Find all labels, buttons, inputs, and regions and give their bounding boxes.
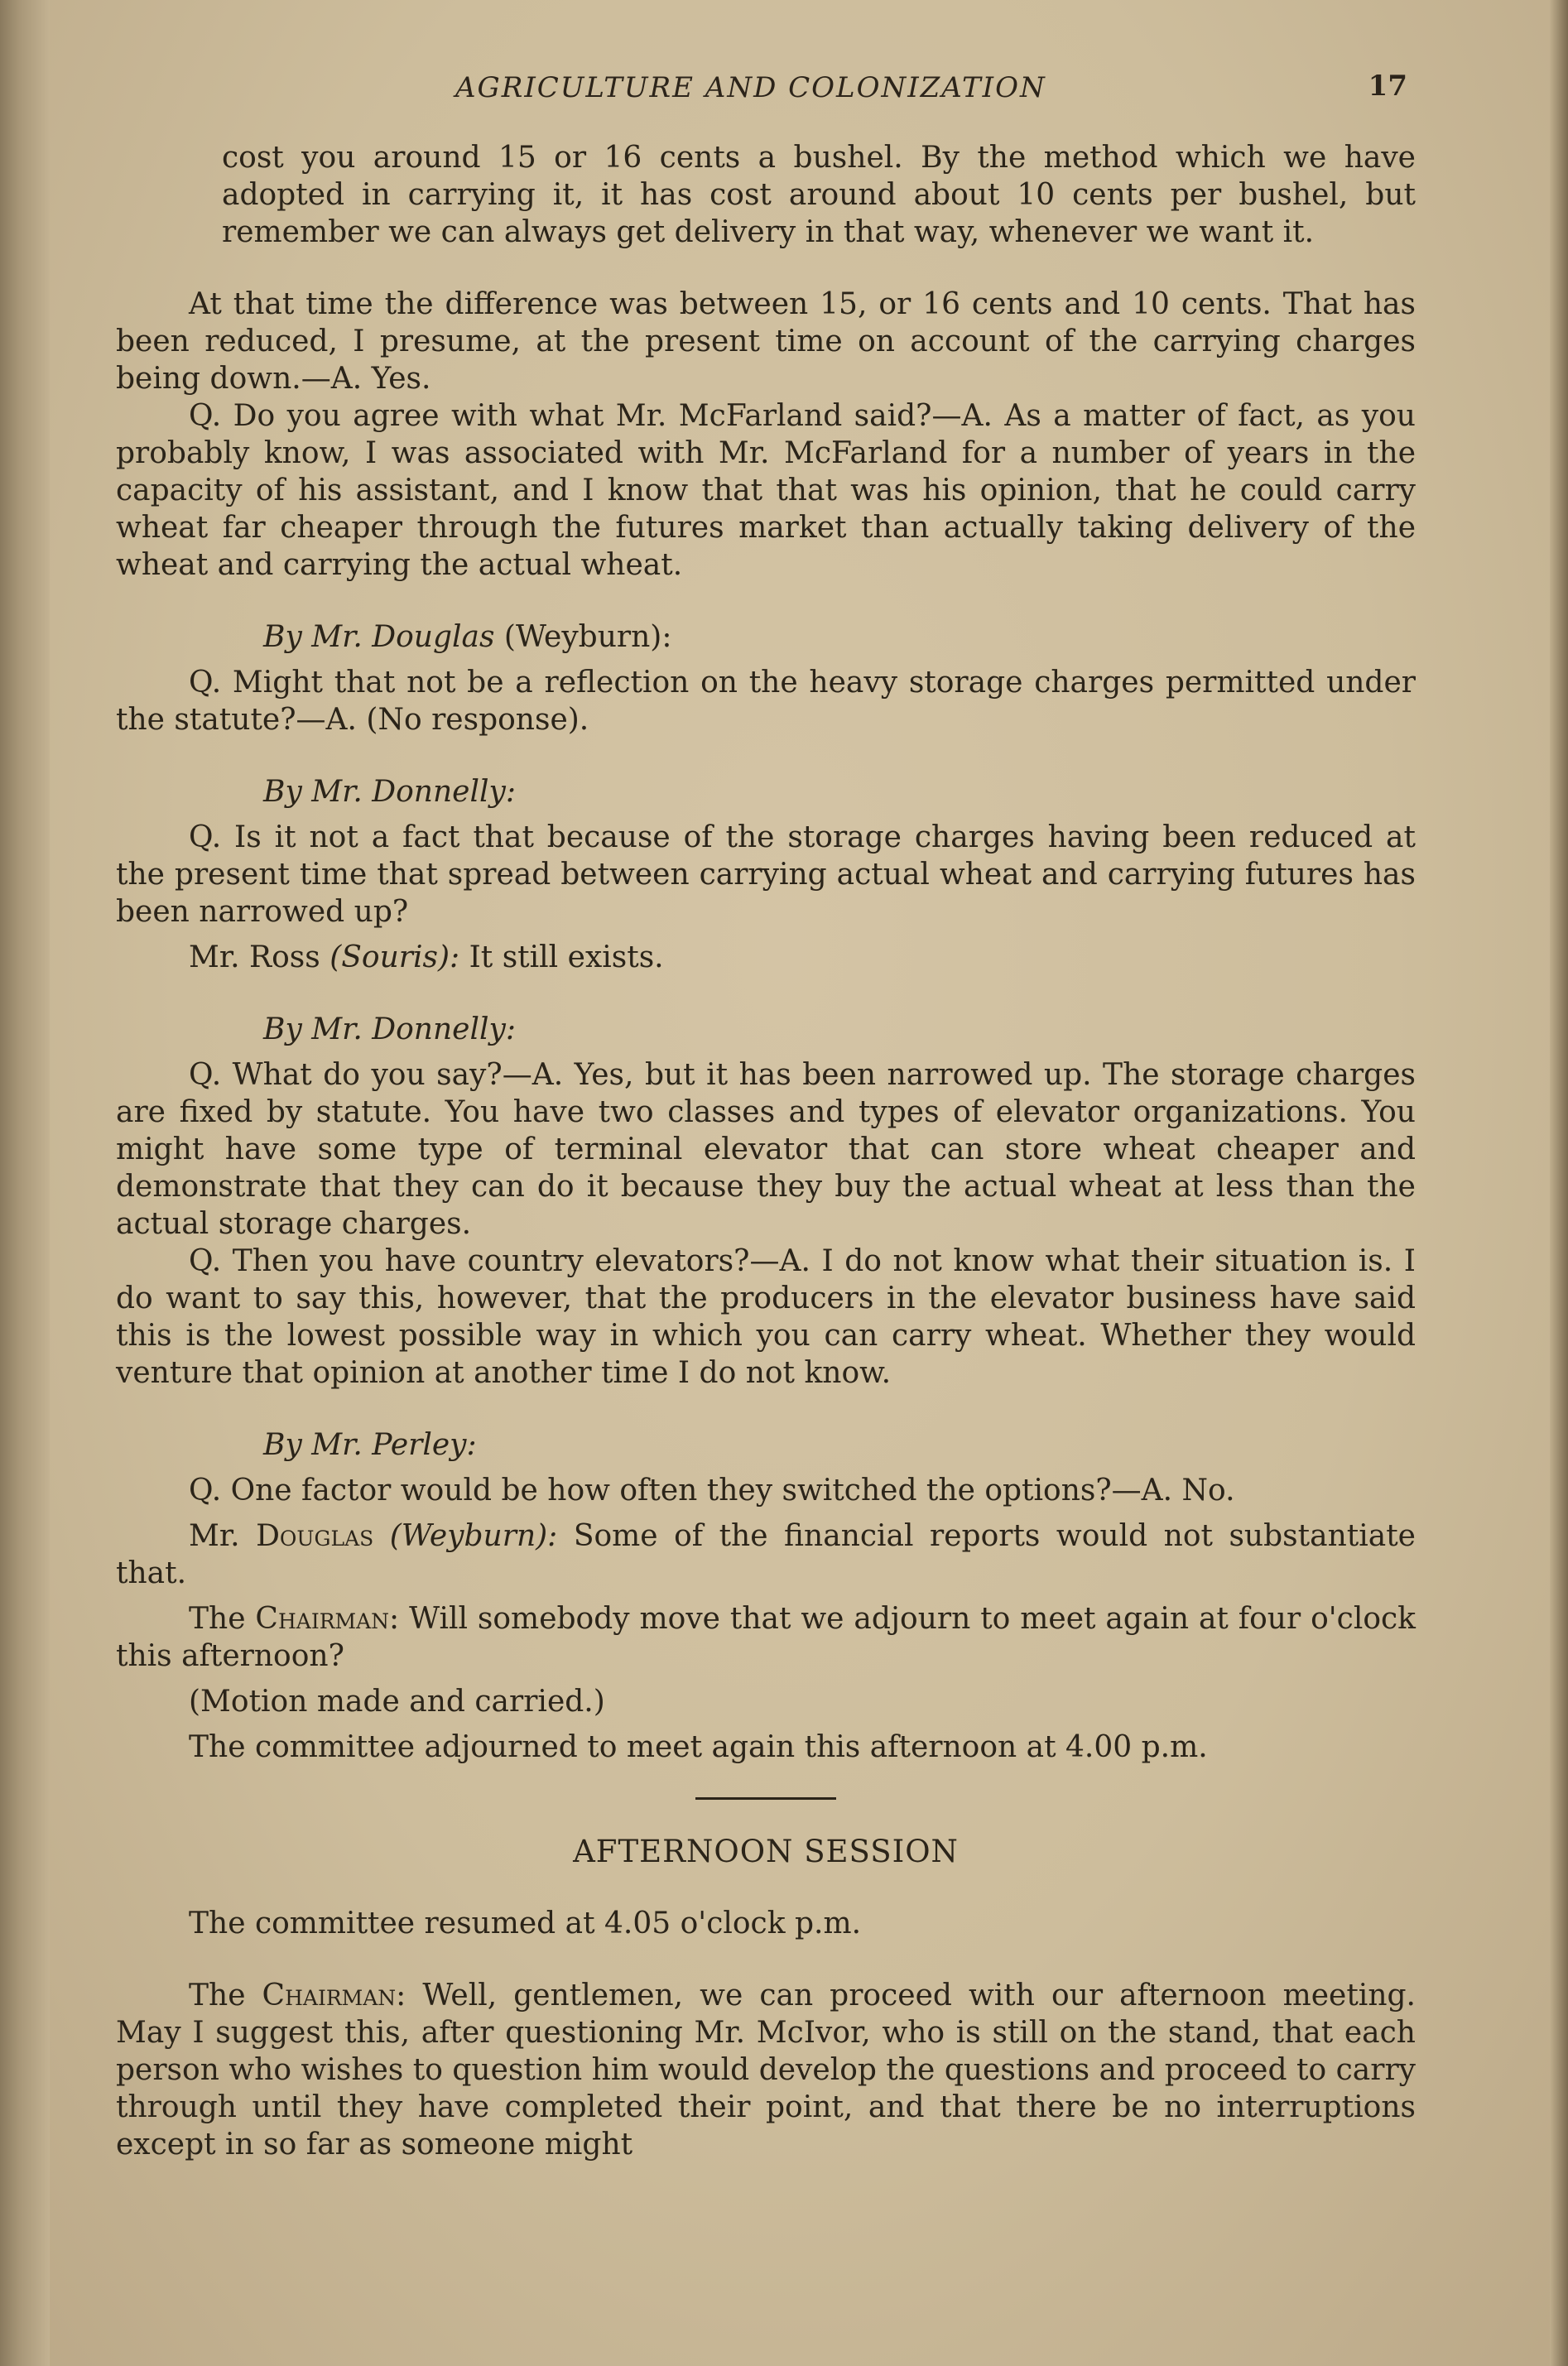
speaker-riding: (Weyburn): [389,1519,558,1553]
questioner-heading: By Mr. Perley: [263,1428,477,1462]
paragraph: Q. Then you have country elevators?—A. I do not know what their situation is. I do want to say this, however, that the producers in the elevator business have said this is the lowest possible way in which you can carry wheat. Whether they would venture that opinion at another time I do not know. [116,1244,1416,1390]
paragraph: (Motion made and carried.) [189,1685,605,1719]
questioner-heading [263,618,1416,656]
section-divider [695,1797,836,1800]
speaker-prefix: The [189,1979,262,2013]
speaker-text: It still exists. [469,940,664,974]
speaker-text: Will somebody move that we adjourn to meet again at four o'clock this afternoon? [116,1602,1416,1673]
paragraph [116,1600,1416,1675]
paragraph: The committee resumed at 4.05 o'clock p.m. [189,1907,862,1940]
speaker-text: Some of the financial reports would not substantiate that. [116,1519,1416,1590]
questioner-riding: (Weyburn): [503,620,672,654]
paragraph [116,1517,1416,1592]
speaker-prefix: The [189,1602,256,1636]
speaker-name: Mr. Ross [189,940,320,974]
page-body [116,139,1416,2163]
running-head: AGRICULTURE AND COLONIZATION [455,71,1046,104]
paragraph: Q. What do you say?—A. Yes, but it has been narrowed up. The storage charges are fixed by statute. You have two classes and types of elevator organizations. You might have some type of terminal elevator that can store wheat cheaper and demonstrate that they can do it because they buy the actual wheat at less than the actual storage charges. [116,1058,1416,1241]
speaker-prefix: Mr. [189,1519,257,1553]
paragraph: At that time the difference was between 15, or 16 cents and 10 cents. That has been reduced, I presume, at the present time on account of the carrying charges being down.—A. Yes. [116,287,1416,396]
paragraph [116,939,1416,976]
paragraph: The committee adjourned to meet again this afternoon at 4.00 p.m. [189,1730,1208,1764]
paragraph: Q. Is it not a fact that because of the storage charges having been reduced at the present time that spread between carrying actual wheat and carrying futures has been narrowed up? [116,820,1416,929]
session-heading: AFTERNOON SESSION [573,1834,959,1869]
speaker-text: Well, gentlemen, we can proceed with our afternoon meeting. May I suggest this, after questioning Mr. McIvor, who is still on the stand, that each person who wishes to question him would develop the questions and proceed to carry through until they have completed their point, and that there be no interruptions except in so far as someone might [116,1979,1416,2162]
book-spine-shadow [0,0,50,2366]
speaker-name: Douglas [256,1519,374,1553]
paragraph: Q. One factor would be how often they switched the options?—A. No. [189,1474,1235,1508]
paragraph [116,1977,1416,2163]
speaker-name: Chairman: [255,1602,400,1636]
paragraph: Q. Might that not be a reflection on the heavy storage charges permitted under the statute?—A. (No response). [116,666,1416,737]
paragraph: Q. Do you agree with what Mr. McFarland said?—A. As a matter of fact, as you probably know, I was associated with Mr. McFarland for a number of years in the capacity of his assistant, and I know that that was his opinion, that he could carry wheat far cheaper through the futures market than actually taking delivery of the wheat and carrying the actual wheat. [116,399,1416,582]
speaker-riding: (Souris): [329,940,460,974]
questioner-heading: By Mr. Donnelly: [263,775,516,809]
questioner-heading: By Mr. Donnelly: [263,1012,516,1046]
page-header [116,66,1407,116]
page-number: 17 [1368,70,1407,103]
page-edge-shadow [1550,0,1568,2366]
quoted-paragraph: cost you around 15 or 16 cents a bushel. By the method which we have adopted in carrying it, it has cost around about 10 cents per bushel, but remember we can always get delivery in that way, whenever we want it. [222,141,1416,249]
questioner-name: By Mr. Douglas [263,620,495,654]
speaker-name: Chairman: [262,1979,406,2013]
